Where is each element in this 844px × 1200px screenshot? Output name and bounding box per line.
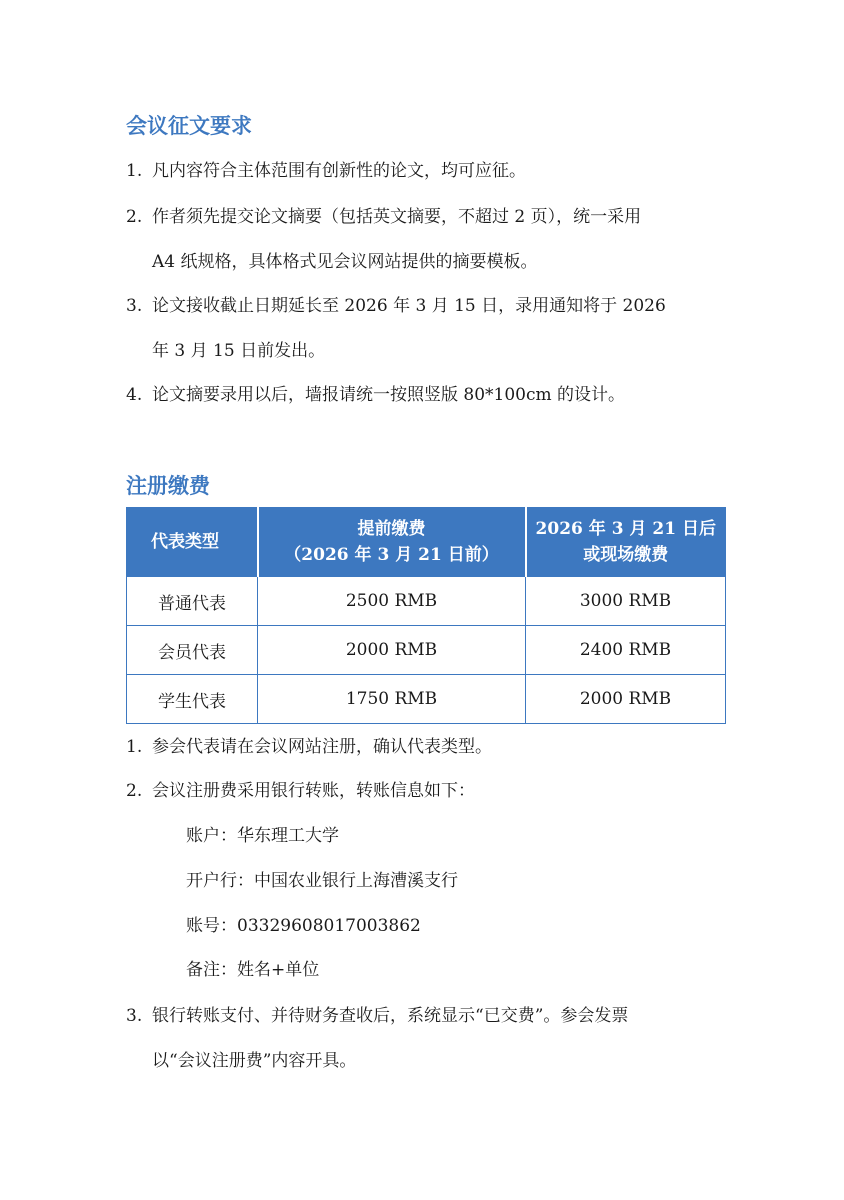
cell-early: 1750 RMB xyxy=(258,675,526,724)
bank-note: 备注：姓名+单位 xyxy=(186,960,320,980)
table-row xyxy=(127,626,726,675)
cell-late: 2400 RMB xyxy=(526,626,726,675)
header-type: 代表类型 xyxy=(127,508,258,577)
table-row xyxy=(127,675,726,724)
bank-account-number: 账号：03329608017003862 xyxy=(186,916,421,936)
list-item-continuation: A4 纸规格，具体格式见会议网站提供的摘要模板。 xyxy=(152,252,538,272)
header-late: 2026 年 3 月 21 日后 或现场缴费 xyxy=(526,508,726,577)
cell-late: 2000 RMB xyxy=(526,675,726,724)
cell-type: 学生代表 xyxy=(127,675,258,724)
list-item: 1. 凡内容符合主体范围有创新性的论文，均可应征。 xyxy=(126,161,526,181)
section-title-registration: 注册缴费 xyxy=(126,474,210,498)
table-row xyxy=(127,577,726,626)
list-item-continuation: 年 3 月 15 日前发出。 xyxy=(152,341,326,361)
cell-type: 会员代表 xyxy=(127,626,258,675)
list-item: 2. 会议注册费采用银行转账，转账信息如下： xyxy=(126,781,475,801)
list-item-continuation: 以“会议注册费”内容开具。 xyxy=(152,1051,357,1071)
cell-early: 2500 RMB xyxy=(258,577,526,626)
list-item: 1. 参会代表请在会议网站注册，确认代表类型。 xyxy=(126,737,492,757)
header-early: 提前缴费 （2026 年 3 月 21 日前） xyxy=(258,508,526,577)
cell-early: 2000 RMB xyxy=(258,626,526,675)
bank-account-name: 账户：华东理工大学 xyxy=(186,826,339,846)
list-item: 4. 论文摘要录用以后，墙报请统一按照竖版 80*100cm 的设计。 xyxy=(126,385,626,405)
list-item: 3. 论文接收截止日期延长至 2026 年 3 月 15 日，录用通知将于 2026 xyxy=(126,296,666,316)
list-item: 2. 作者须先提交论文摘要（包括英文摘要，不超过 2 页），统一采用 xyxy=(126,207,642,227)
table-header-row xyxy=(127,508,726,577)
fee-table xyxy=(126,507,726,724)
cell-type: 普通代表 xyxy=(127,577,258,626)
bank-name: 开户行：中国农业银行上海漕溪支行 xyxy=(186,871,458,891)
list-item: 3. 银行转账支付、并待财务查收后，系统显示“已交费”。参会发票 xyxy=(126,1006,629,1026)
section-title-call-for-papers: 会议征文要求 xyxy=(126,114,252,138)
cell-late: 3000 RMB xyxy=(526,577,726,626)
